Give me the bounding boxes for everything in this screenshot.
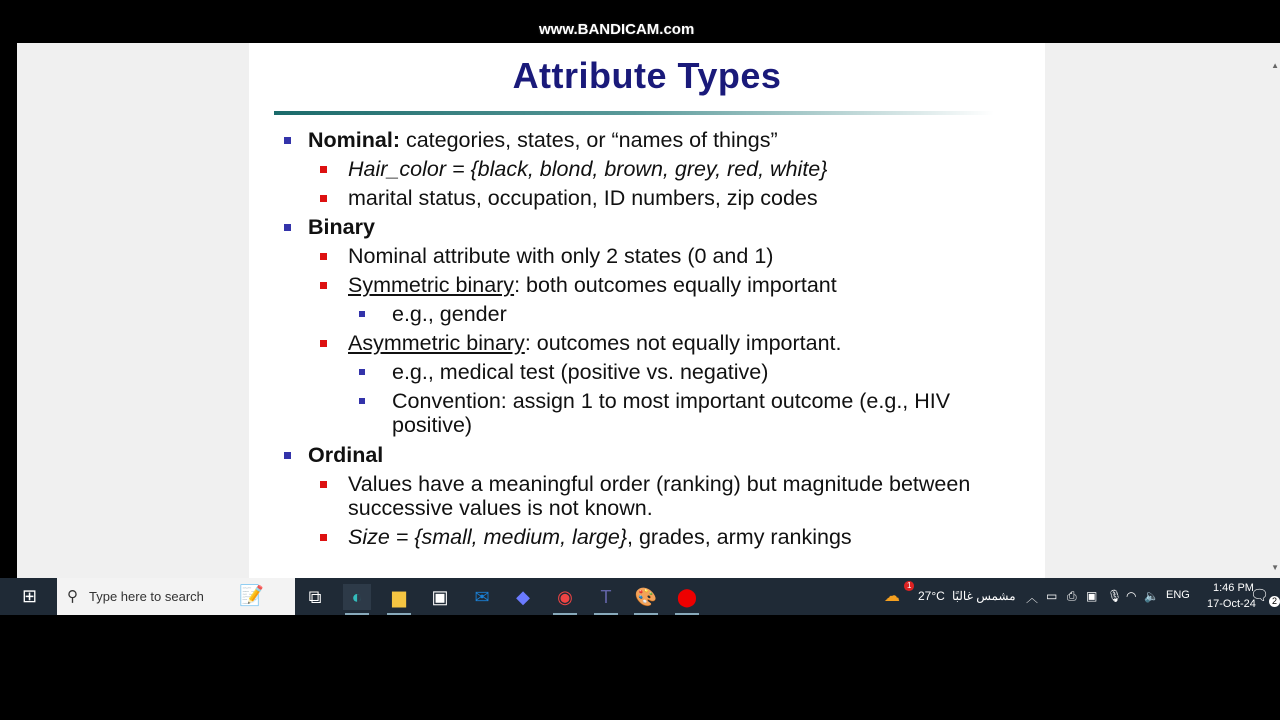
bullet-item bbox=[308, 128, 778, 152]
notifications-icon[interactable]: 🗨 bbox=[1250, 587, 1270, 604]
search-highlight-icon: 📝 bbox=[239, 585, 264, 607]
bullet-level-2-icon bbox=[320, 534, 327, 541]
bullet-text-text: Nominal attribute with only 2 states (0 and 1) bbox=[348, 244, 774, 268]
bullet-level-3-icon bbox=[359, 398, 365, 404]
wifi-icon[interactable]: ◠ bbox=[1126, 589, 1137, 603]
bullet-level-2-icon bbox=[320, 340, 327, 347]
edge-icon[interactable]: ◐ bbox=[343, 584, 371, 610]
bullet-item bbox=[348, 273, 837, 297]
volume-icon[interactable]: 🔈 bbox=[1144, 589, 1159, 603]
scrollbar[interactable]: ▲ ▼ bbox=[1270, 43, 1280, 578]
bullet-item bbox=[348, 472, 970, 520]
bullet-item bbox=[348, 331, 842, 355]
bullet-item bbox=[392, 360, 768, 384]
bullet-level-2-icon bbox=[320, 282, 327, 289]
paint-icon[interactable]: 🎨 bbox=[632, 584, 660, 610]
bullet-text-text: Convention: assign 1 to most important outcome (e.g., HIV bbox=[392, 389, 951, 413]
weather-icon[interactable]: ☁ bbox=[884, 588, 900, 605]
chrome-icon[interactable]: ◉ bbox=[551, 584, 579, 610]
bullet-item bbox=[308, 443, 383, 467]
language-indicator[interactable]: ENG bbox=[1166, 589, 1190, 601]
weather-temp[interactable]: 27°C bbox=[918, 589, 945, 603]
bullet-continuation-text: positive) bbox=[392, 413, 473, 437]
store-icon[interactable]: ▣ bbox=[431, 587, 449, 607]
bandicam-watermark: www.BANDICAM.com bbox=[539, 21, 695, 38]
bullet-item bbox=[348, 525, 852, 549]
bullet-item bbox=[348, 186, 818, 210]
camera-icon[interactable]: ⎙ bbox=[1067, 589, 1077, 603]
bullet-level-2-icon bbox=[320, 166, 327, 173]
bullet-level-2-icon bbox=[320, 195, 327, 202]
show-hidden-icons-chevron[interactable]: ︿ bbox=[1026, 591, 1039, 605]
bullet-item bbox=[392, 389, 950, 437]
bullet-level-3-icon bbox=[359, 311, 365, 317]
clock-date[interactable]: 17-Oct-24 bbox=[1207, 598, 1256, 610]
bullet-text-text: categories, states, or “names of things” bbox=[399, 128, 778, 152]
bullet-item bbox=[392, 302, 507, 326]
bullet-text-text: marital status, occupation, ID numbers, zip codes bbox=[348, 186, 818, 210]
copilot-icon[interactable]: ◆ bbox=[516, 587, 530, 607]
weather-text[interactable]: مشمس غالبًا bbox=[952, 589, 1016, 603]
file-explorer-icon[interactable]: ▆ bbox=[385, 584, 413, 610]
bullet-level-1-icon bbox=[284, 137, 291, 144]
bandicam-record-icon[interactable]: ⬤ bbox=[673, 584, 701, 610]
taskbar-search-box[interactable] bbox=[57, 578, 295, 615]
windows-start-icon[interactable]: ⊞ bbox=[22, 586, 38, 606]
bullet-text-text: : both outcomes equally important bbox=[514, 273, 837, 297]
microphone-icon[interactable]: 🎙 bbox=[1107, 589, 1123, 603]
bullet-level-1-icon bbox=[284, 452, 291, 459]
bullet-level-2-icon bbox=[320, 253, 327, 260]
bullet-level-1-icon bbox=[284, 224, 291, 231]
bullet-item bbox=[348, 157, 827, 181]
slide-title: Attribute Types bbox=[512, 55, 782, 96]
bullet-bold-text: Binary bbox=[308, 215, 375, 239]
bullet-text-text: Values have a meaningful order (ranking) but magnitude between bbox=[348, 472, 971, 496]
bullet-text-text: e.g., gender bbox=[392, 302, 507, 326]
task-view-icon[interactable]: ⧉ bbox=[308, 587, 322, 607]
teams-icon[interactable]: T bbox=[592, 584, 620, 610]
bullet-bold-text: Nominal: bbox=[308, 128, 400, 152]
bullet-text-text: , grades, army rankings bbox=[627, 525, 852, 549]
bullet-italic-text: Size = {small, medium, large} bbox=[348, 525, 628, 549]
bullet-italic-text: Hair_color = {black, blond, brown, grey, red, white} bbox=[348, 157, 828, 181]
notification-count: 2 bbox=[1269, 596, 1280, 607]
bullet-level-2-icon bbox=[320, 481, 327, 488]
bullet-continuation-text: successive values is not known. bbox=[348, 496, 653, 520]
bullet-item bbox=[308, 215, 375, 239]
document-viewer bbox=[17, 21, 1280, 578]
outlook-icon[interactable]: ✉ bbox=[474, 587, 490, 607]
bullet-text-text: : outcomes not equally important. bbox=[524, 331, 842, 355]
taskbar bbox=[0, 578, 1280, 615]
bullet-level-3-icon bbox=[359, 369, 365, 375]
bullet-bold-text: Ordinal bbox=[308, 443, 384, 467]
title-divider bbox=[274, 111, 994, 115]
search-placeholder: Type here to search bbox=[89, 589, 204, 604]
weather-badge: 1 bbox=[904, 581, 914, 591]
bullet-text-text: e.g., medical test (positive vs. negative) bbox=[392, 360, 769, 384]
bullet-underline-text: Asymmetric binary bbox=[348, 331, 525, 355]
battery-icon[interactable]: ▭ bbox=[1046, 589, 1058, 603]
bullet-item bbox=[348, 244, 773, 268]
system-tray bbox=[880, 578, 1280, 615]
bullet-underline-text: Symmetric binary bbox=[348, 273, 515, 297]
screen-capture-icon[interactable]: ▣ bbox=[1086, 589, 1098, 603]
clock-time[interactable]: 1:46 PM bbox=[1213, 582, 1254, 594]
search-icon: ⚲ bbox=[67, 588, 78, 605]
slide bbox=[249, 21, 1045, 578]
